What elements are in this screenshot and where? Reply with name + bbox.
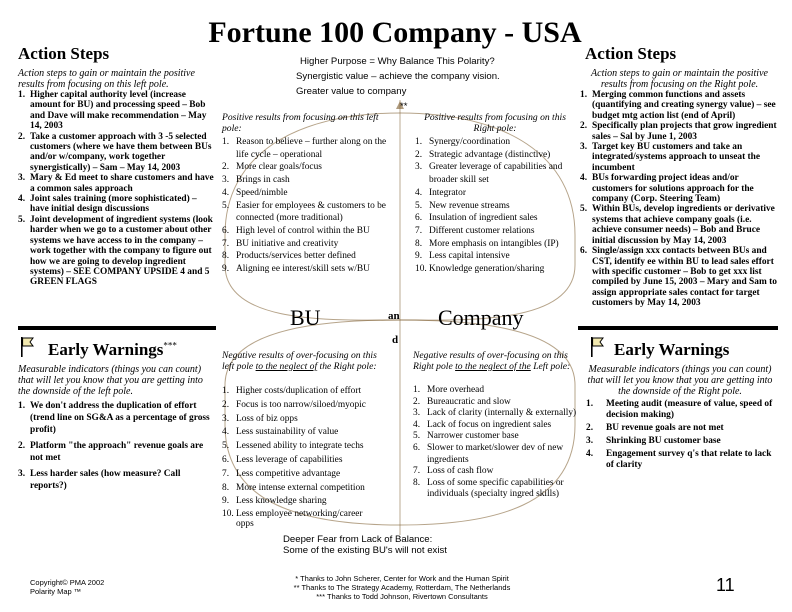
list-item: 9. Aligning ee interest/skill sets w/BU: [222, 264, 370, 275]
list-item: 4. Lack of focus on ingredient sales: [413, 419, 552, 430]
left-early-warnings-list: [18, 400, 216, 492]
list-item: 2. Focus is too narrow/siloed/myopic: [222, 399, 366, 410]
list-item: 1. Higher costs/duplication of effort: [222, 386, 362, 396]
list-item: 4. Less sustainability of value: [222, 427, 339, 438]
higher-purpose-star: **: [400, 101, 408, 112]
list-item: 5. Lessened ability to integrate techs: [222, 441, 364, 452]
list-item: 1. More overhead: [413, 385, 485, 395]
list-item: 2. Take a customer approach with 3 -5 selected customers (where we have them between BUs and/or w/company, work together synergistically) – Sam – May 14, 2003: [18, 131, 212, 173]
list-item: 2. BU revenue goals are not met: [586, 423, 724, 433]
list-item: 1. We don't address the duplication of effort (trend line on SG&A as a percentage of gross profit): [18, 401, 210, 435]
left-action-steps-heading: Action Steps: [18, 44, 110, 63]
list-item: 3. Less harder sales (how measure? Call reports?): [18, 469, 181, 491]
list-item: 2. Platform "the approach" revenue goals are not met: [18, 441, 204, 463]
list-item: 4. Integrator: [415, 187, 466, 198]
list-item: 5. Easier for employees & customers to be connected (more traditional): [222, 200, 386, 224]
right-action-steps-subtitle: Action steps to gain or maintain the positive results from focusing on the Right pole.: [591, 68, 768, 90]
right-early-warnings-list: [586, 399, 778, 471]
flag-icon: [20, 336, 34, 358]
list-item: 9. Less capital intensive: [415, 251, 510, 262]
pole-left-label: BU: [290, 305, 321, 330]
list-item: 3. Target key BU customers and take an integrated/systems approach to unseat the incumbent: [580, 142, 761, 173]
flag-icon: [590, 336, 604, 358]
lower-right-header: Negative results of over-focusing on this Right pole to the neglect of the Left pole:: [413, 350, 571, 372]
list-item: 4. Speed/nimble: [222, 187, 288, 198]
left-action-steps-subtitle: Action steps to gain or maintain the positive results from focusing on this left pole.: [18, 68, 195, 90]
list-item: 5. Joint development of ingredient systems (look harder when we go to a customer about other systems we have access to in the company – work together with the company to figure out how we are going to develop ingredient systems) – SEE COMPANY UPSIDE 4 and 5 GREEN FLAGS: [18, 214, 213, 288]
list-item: 4. BUs forwarding project ideas and/or customers for solutions approach for the company (Corp. Steering Team): [580, 173, 754, 205]
list-item: 8. More intense external competition: [222, 482, 365, 493]
list-item: 2. Specifically plan projects that grow ingredient sales – Sal by June 1, 2003: [580, 121, 777, 142]
list-item: 7. BU initiative and creativity: [222, 238, 339, 249]
list-item: 10. Less employee networking/career opps: [222, 509, 363, 530]
lower-right-list: [413, 385, 581, 501]
list-item: 7. Different customer relations: [415, 225, 535, 236]
list-item: 10. Knowledge generation/sharing: [415, 264, 545, 275]
copyright: Copyright© PMA 2002 Polarity Map ™: [30, 578, 105, 596]
list-item: 2. Strategic advantage (distinctive): [415, 149, 551, 160]
left-action-steps-list: [18, 90, 216, 288]
list-item: 1. Higher capital authority level (increase amount for BU) and processing speed – Bob and Dave will make recommendation – May 14, 2003: [18, 90, 207, 132]
left-divider: [18, 326, 216, 330]
list-item: 5. New revenue streams: [415, 200, 510, 211]
list-item: 8. Products/services better defined: [222, 251, 356, 262]
list-item: 4. Joint sales training (more sophisticated) – have initial design discussions: [18, 194, 197, 215]
footnotes: * Thanks to John Scherer, Center for Work and the Human Spirit ** Thanks to The Strategy Academy, Rotterdam, The Netherlands *** Thanks to Todd Johnson, Rivertown Consultants: [293, 574, 511, 601]
list-item: 2. More clear goals/focus: [222, 162, 322, 173]
upper-right-header: Positive results from focusing on this Right pole:: [424, 112, 566, 134]
right-early-warnings-heading: Early Warnings: [614, 340, 730, 359]
lower-left-header: Negative results of over-focusing on this left pole to the neglect of the Right pole:: [222, 350, 377, 372]
list-item: 1. Meeting audit (measure of value, speed of decision making): [586, 399, 773, 420]
list-item: 5. Within BUs, develop ingredients or derivative systems that achieve company goals (i.e. achieve consumer needs) – Bob and Bruce initial discussion by May 14, 2003: [580, 204, 775, 246]
list-item: 3. Mary & Ed meet to share customers and have a common sales approach: [18, 173, 214, 194]
lower-left-list: [222, 385, 382, 529]
list-item: 4. Engagement survey q's that relate to lack of clarity: [586, 449, 772, 470]
list-item: 3. Shrinking BU customer base: [586, 436, 721, 446]
list-item: 6. High level of control within the BU: [222, 225, 370, 236]
list-item: 1. Synergy/coordination: [415, 137, 511, 147]
list-item: 2. Bureaucratic and slow: [413, 396, 511, 407]
list-item: 7. Less competitive advantage: [222, 468, 341, 479]
right-action-steps-heading: Action Steps: [585, 44, 677, 63]
right-early-warnings-subtitle: Measurable indicators (things you can count) that will let you know that you are getting into the downside of the Right pole.: [587, 364, 773, 397]
list-item: 8. More emphasis on intangibles (IP): [415, 238, 559, 249]
pole-and-label: an: [388, 310, 400, 322]
list-item: 1. Merging common functions and assets (quantifying and creating synergy value) – see budget mtg action list (end of April): [580, 90, 776, 121]
list-item: 6. Less leverage of capabilities: [222, 454, 343, 465]
left-early-warnings-heading: Early Warnings***: [48, 340, 177, 359]
deeper-fear: Deeper Fear from Lack of Balance: Some of the existing BU's will not exist: [283, 534, 447, 556]
list-item: 3. Loss of biz opps: [222, 413, 298, 424]
list-item: 3. Brings in cash: [222, 175, 290, 186]
list-item: 6. Single/assign xxx contacts between BUs and CST, identify ee within BU to lead sales effort with specific customer – Bob to get xxx list compiled by June 15, 2003 – Mary and Sam to assign appropriate sales contact for target customers by May 14, 2003: [580, 246, 777, 309]
list-item: 3. Greater leverage of capabilities and broader skill set: [415, 162, 563, 186]
list-item: 6. Insulation of ingredient sales: [415, 213, 538, 224]
right-divider: [578, 326, 778, 330]
pole-right-label: Company: [438, 305, 524, 330]
left-early-warnings-subtitle: Measurable indicators (things you can count) that will let you know that you are getting into the downside of the left pole.: [18, 364, 203, 397]
upper-left-list: [222, 136, 390, 276]
list-item: 8. Loss of some specific capabilities or individuals (specialty ingred skills): [413, 477, 564, 500]
higher-purpose-line3: Greater value to company: [296, 86, 407, 97]
higher-purpose-line1: Higher Purpose = Why Balance This Polarity?: [300, 56, 495, 67]
list-item: 6. Slower to market/slower dev of new ingredients: [413, 442, 564, 465]
list-item: 5. Narrower customer base: [413, 431, 519, 442]
list-item: 3. Lack of clarity (internally & externally): [413, 408, 577, 419]
list-item: 7. Loss of cash flow: [413, 466, 494, 477]
higher-purpose-line2: Synergistic value – achieve the company vision.: [296, 71, 500, 82]
upper-right-list: [415, 136, 580, 276]
list-item: 1. Reason to believe – further along on the life cycle – operational: [222, 137, 387, 160]
page-title: Fortune 100 Company - USA: [208, 16, 582, 49]
page-number: 11: [716, 575, 735, 595]
upper-left-header: Positive results from focusing on this left pole:: [222, 112, 379, 134]
pole-and-label-2: d: [392, 334, 399, 346]
list-item: 9. Less knowledge sharing: [222, 496, 327, 507]
right-action-steps-list: [580, 90, 780, 309]
